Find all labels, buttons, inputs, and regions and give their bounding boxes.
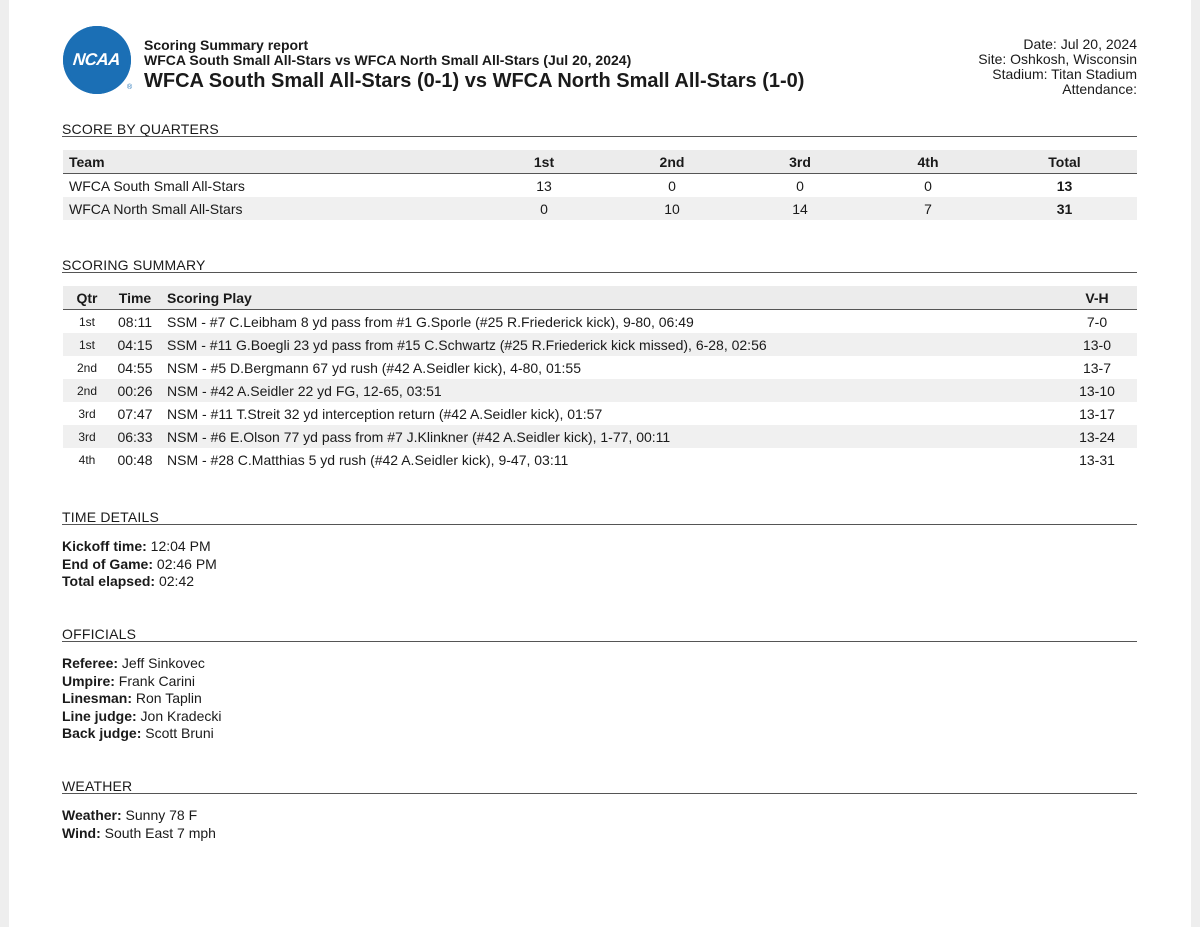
wind-value: South East 7 mph (100, 824, 216, 841)
section-divider (62, 136, 1137, 137)
col-q3: 3rd (789, 153, 811, 170)
page-title: WFCA South Small All-Stars (0-1) vs WFCA North Small All-Stars (1-0) (144, 70, 805, 92)
registered-mark: ® (127, 84, 133, 91)
play-description: NSM - #11 T.Streit 32 yd interception return (#42 A.Seidler kick), 01:57 (167, 405, 603, 422)
col-q2: 2nd (659, 153, 685, 170)
weather-conditions (62, 807, 216, 825)
play-description: NSM - #6 E.Olson 77 yd pass from #7 J.Klinkner (#42 A.Seidler kick), 1-77, 00:11 (167, 428, 671, 445)
col-q4: 4th (917, 153, 939, 170)
matchup-line: WFCA South Small All-Stars vs WFCA North Small All-Stars (Jul 20, 2024) (144, 52, 632, 68)
line-judge-label: Line judge: (62, 707, 137, 724)
play-quarter: 3rd (78, 429, 96, 444)
score-q3: 14 (792, 200, 808, 217)
play-quarter: 2nd (76, 383, 98, 398)
play-quarter: 1st (78, 314, 95, 329)
score-q2: 10 (664, 200, 680, 217)
score-total: 31 (1056, 200, 1073, 217)
game-info (978, 37, 1137, 97)
score-by-quarters-title: SCORE BY QUARTERS (62, 121, 219, 137)
page-margin-right (1191, 0, 1200, 927)
officials-list (62, 655, 222, 743)
umpire-label: Umpire: (62, 672, 115, 689)
linesman-value: Ron Taplin (132, 690, 202, 706)
col-q1: 1st (533, 153, 555, 170)
play-description: SSM - #11 G.Boegli 23 yd pass from #15 C.Schwartz (#25 R.Friederick kick missed), 6-28, 02:56 (167, 336, 767, 353)
officials-title: OFFICIALS (62, 626, 137, 642)
score-q4: 7 (924, 200, 932, 217)
score-by-quarters-table (63, 150, 1137, 220)
table-row (63, 379, 1137, 402)
col-vh: V-H (1085, 289, 1109, 306)
kickoff-value: 12:04 PM (146, 538, 211, 554)
section-divider (62, 272, 1137, 273)
play-time: 04:15 (117, 336, 153, 353)
end-of-game (62, 556, 217, 574)
linesman-label: Linesman: (62, 690, 133, 706)
play-score: 13-17 (1079, 405, 1115, 422)
score-total: 13 (1056, 177, 1073, 194)
section-divider (62, 524, 1137, 525)
game-date: Date: Jul 20, 2024 (1023, 36, 1137, 52)
elapsed-label: Total elapsed: (62, 573, 156, 589)
official-line-judge (62, 708, 222, 726)
time-details (62, 538, 217, 591)
referee-value: Jeff Sinkovec (118, 655, 205, 671)
table-row (63, 174, 1137, 198)
table-row (63, 356, 1137, 379)
score-q1: 13 (536, 177, 552, 194)
score-q4: 0 (924, 177, 932, 194)
play-time: 00:48 (117, 451, 153, 468)
team-name: WFCA South Small All-Stars (69, 177, 245, 194)
table-header-row (63, 286, 1137, 310)
play-score: 13-7 (1082, 359, 1112, 376)
ncaa-logo (63, 26, 131, 94)
play-time: 04:55 (117, 359, 153, 376)
official-linesman (62, 690, 222, 708)
elapsed-value: 02:42 (155, 573, 195, 589)
game-stadium: Stadium: Titan Stadium (992, 66, 1137, 82)
table-row (63, 310, 1137, 334)
total-elapsed (62, 573, 217, 591)
game-site: Site: Oshkosh, Wisconsin (978, 51, 1137, 67)
table-row (63, 402, 1137, 425)
play-score: 13-24 (1079, 428, 1115, 445)
scoring-summary-table (63, 286, 1137, 471)
play-quarter: 1st (78, 337, 95, 352)
col-qtr: Qtr (76, 289, 98, 306)
table-header-row (63, 150, 1137, 174)
official-back-judge (62, 725, 222, 743)
table-row (63, 333, 1137, 356)
wind-label: Wind: (62, 824, 101, 841)
table-row (63, 197, 1137, 220)
play-score: 7-0 (1086, 313, 1108, 330)
play-score: 13-31 (1079, 451, 1115, 468)
score-q3: 0 (796, 177, 804, 194)
play-quarter: 3rd (78, 406, 96, 421)
weather-value: Sunny 78 F (121, 807, 198, 823)
play-description: NSM - #42 A.Seidler 22 yd FG, 12-65, 03:51 (167, 382, 442, 399)
page-margin-left (0, 0, 9, 927)
end-value: 02:46 PM (153, 555, 217, 572)
play-description: NSM - #28 C.Matthias 5 yd rush (#42 A.Seidler kick), 9-47, 03:11 (167, 451, 569, 468)
official-referee (62, 655, 222, 673)
team-name: WFCA North Small All-Stars (69, 200, 243, 217)
kickoff-label: Kickoff time: (62, 538, 147, 554)
weather-label: Weather: (62, 807, 122, 823)
play-quarter: 4th (78, 452, 96, 467)
time-details-title: TIME DETAILS (62, 509, 160, 525)
weather-details (62, 807, 216, 842)
play-score: 13-10 (1079, 382, 1115, 399)
play-time: 08:11 (118, 313, 152, 330)
back-judge-value: Scott Bruni (141, 725, 214, 741)
kickoff-time (62, 538, 217, 556)
wind-conditions (62, 825, 216, 843)
line-judge-value: Jon Kradecki (136, 707, 222, 724)
umpire-value: Frank Carini (114, 672, 196, 689)
play-score: 13-0 (1082, 336, 1112, 353)
table-row (63, 448, 1137, 471)
weather-title: WEATHER (62, 778, 133, 794)
col-time: Time (118, 289, 152, 306)
game-attendance: Attendance: (1062, 81, 1137, 97)
play-description: SSM - #7 C.Leibham 8 yd pass from #1 G.Sporle (#25 R.Friederick kick), 9-80, 06:49 (167, 313, 694, 330)
scoring-summary-title: SCORING SUMMARY (62, 257, 206, 273)
back-judge-label: Back judge: (62, 725, 142, 741)
col-total: Total (1048, 153, 1081, 170)
section-divider (62, 641, 1137, 642)
col-scoring-play: Scoring Play (167, 289, 252, 306)
section-divider (62, 793, 1137, 794)
referee-label: Referee: (62, 655, 119, 671)
play-description: NSM - #5 D.Bergmann 67 yd rush (#42 A.Seidler kick), 4-80, 01:55 (167, 359, 581, 376)
report-name: Scoring Summary report (144, 37, 309, 53)
col-team: Team (69, 153, 105, 170)
official-umpire (62, 673, 222, 691)
score-q2: 0 (668, 177, 676, 194)
play-time: 06:33 (117, 428, 153, 445)
ncaa-logo-text: NCAA (72, 50, 122, 69)
table-row (63, 425, 1137, 448)
score-q1: 0 (540, 200, 548, 217)
play-time: 07:47 (117, 405, 153, 422)
play-quarter: 2nd (76, 360, 98, 375)
end-label: End of Game: (62, 555, 154, 572)
play-time: 00:26 (117, 382, 153, 399)
